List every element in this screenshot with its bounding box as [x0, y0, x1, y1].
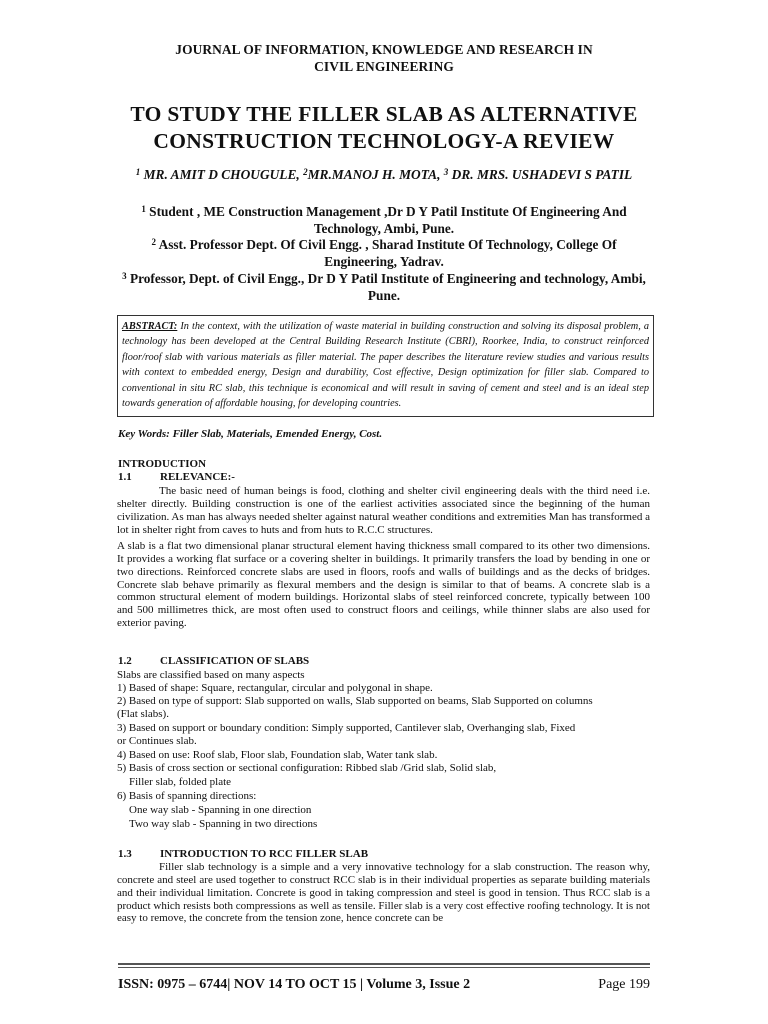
affiliation-2-number: 2	[151, 237, 156, 247]
footer-issn: ISSN: 0975 – 6744| NOV 14 TO OCT 15 | Volume 3, Issue 2	[118, 977, 471, 992]
author-2-name: MR.MANOJ H. MOTA,	[307, 167, 441, 182]
paper-title-line1: TO STUDY THE FILLER SLAB AS ALTERNATIVE	[130, 102, 638, 126]
classification-line: Filler slab, folded plate	[129, 776, 232, 788]
introduction-heading: INTRODUCTION	[118, 458, 207, 470]
classification-line: (Flat slabs).	[117, 708, 169, 720]
section-1-3-heading	[118, 848, 368, 861]
author-1-name: MR. AMIT D CHOUGULE,	[143, 167, 300, 182]
author-1-number: 1	[135, 167, 141, 177]
author-3-number: 3	[443, 167, 449, 177]
affiliation-1-number: 1	[141, 204, 146, 214]
classification-line: Two way slab - Spanning in two directions	[129, 818, 318, 830]
affiliation-3	[118, 270, 650, 304]
author-list	[0, 166, 768, 183]
section-1-2-heading	[118, 655, 309, 668]
section-1-3-number: 1.3	[118, 848, 132, 860]
journal-name-line2: CIVIL ENGINEERING	[314, 59, 454, 74]
footer-page-number: Page 199	[598, 977, 650, 992]
affiliation-3-text: Professor, Dept. of Civil Engg., Dr D Y Patil Institute of Engineering and technology, Ambi, Pune.	[129, 271, 646, 303]
filler-slab-paragraph: Filler slab technology is a simple and a very innovative technology for a slab construction. The reason why, concrete and steel are used together to construct RCC slab is in their individual properties as separate building materials and their individual limitation. Concrete is good in taking compression and steel is good in tension. Thus RCC slab is a product which resists both compressions as well as tensile. Filler slab is a very cost effective roofing technology. It is not easy to remove, the concrete from the tension zone, hence concrete can be	[117, 861, 650, 925]
classification-line: 1) Based of shape: Square, rectangular, circular and polygonal in shape.	[117, 682, 433, 694]
section-1-1-title: RELEVANCE:-	[160, 471, 235, 483]
affiliation-1	[118, 203, 650, 237]
classification-line: 6) Basis of spanning directions:	[117, 790, 257, 802]
journal-name-line1: JOURNAL OF INFORMATION, KNOWLEDGE AND RESEARCH IN	[175, 42, 593, 57]
author-2-number: 2	[303, 167, 308, 177]
section-1-2-title: CLASSIFICATION OF SLABS	[160, 655, 310, 667]
paper-title-line2: CONSTRUCTION TECHNOLOGY-A REVIEW	[153, 129, 615, 153]
classification-line: Slabs are classified based on many aspects	[117, 669, 305, 681]
classification-line: One way slab - Spanning in one direction	[129, 804, 312, 816]
footer-rule	[118, 967, 650, 968]
affiliation-2-text: Asst. Professor Dept. Of Civil Engg. , Sharad Institute Of Technology, College Of Engineering, Yadrav.	[158, 237, 617, 269]
relevance-paragraph-2: A slab is a flat two dimensional planar structural element having thickness small compared to its other two dimensions. It provides a working flat surface or a covering shelter in buildings. It primarily transfers the load by bending in one or two directions. Reinforced concrete slabs are used in floors, roofs and walls of buildings and as the decks of bridges. Concrete slab behave primarily as flexural members and the design is similar to that of beams. A concrete slab is a common structural element of modern buildings. Horizontal slabs of steel reinforced concrete, typically between 100 and 500 millimetres thick, are most often used to construct floors and ceilings, while thinner slabs are also used for exterior paving.	[117, 540, 650, 630]
classification-line: 5) Basis of cross section or sectional configuration: Ribbed slab /Grid slab, Solid slab,	[117, 762, 497, 774]
abstract-label: ABSTRACT:	[122, 321, 178, 332]
classification-line: or Continues slab.	[117, 735, 197, 747]
section-1-2-number: 1.2	[118, 655, 132, 667]
classification-line: 2) Based on type of support: Slab supported on walls, Slab supported on beams, Slab Supported on columns	[117, 695, 593, 707]
section-1-3-title: INTRODUCTION TO RCC FILLER SLAB	[160, 848, 369, 860]
affiliation-1-text: Student , ME Construction Management ,Dr D Y Patil Institute Of Engineering And Technology, Ambi, Pune.	[149, 204, 627, 236]
affiliation-3-number: 3	[122, 271, 127, 281]
footer-rule	[118, 963, 650, 965]
classification-line: 4) Based on use: Roof slab, Floor slab, Foundation slab, Water tank slab.	[117, 749, 438, 761]
keywords: Key Words: Filler Slab, Materials, Emended Energy, Cost.	[118, 428, 383, 440]
relevance-paragraph-1: The basic need of human beings is food, clothing and shelter civil engineering deals with the third need i.e. shelter directly. Building construction is one of the earliest activities associated since the beginning of the human civilization. As man has always needed shelter against natural weather conditions and extremities Man has transformed a lot in shelter right from caves to huts and from huts to R.C.C structures.	[117, 485, 650, 536]
classification-line: 3) Based on support or boundary condition: Simply supported, Cantilever slab, Overhanging slab, Fixed	[117, 722, 576, 734]
affiliation-2	[118, 236, 650, 270]
abstract-box	[117, 315, 654, 417]
author-3-name: DR. MRS. USHADEVI S PATIL	[451, 167, 633, 182]
section-1-1-heading	[118, 471, 235, 484]
abstract-text: In the context, with the utilization of waste material in building construction and solving its disposal problem, a technology has been developed at the Central Building Research Institute (CBRI), Roorkee, India, to construct reinforced floor/roof slab with various materials as filler material. The paper describes the literature review studies and various results with context to embedded energy, Design and durability, Cost effective, Design optimization for filler slab. Compared to conventional in situ RC slab, this technique is economical and will result in saving of cement and steel and is an ideal step towards generation of affordable housing, for developing countries.	[122, 321, 649, 410]
section-1-1-number: 1.1	[118, 471, 132, 483]
